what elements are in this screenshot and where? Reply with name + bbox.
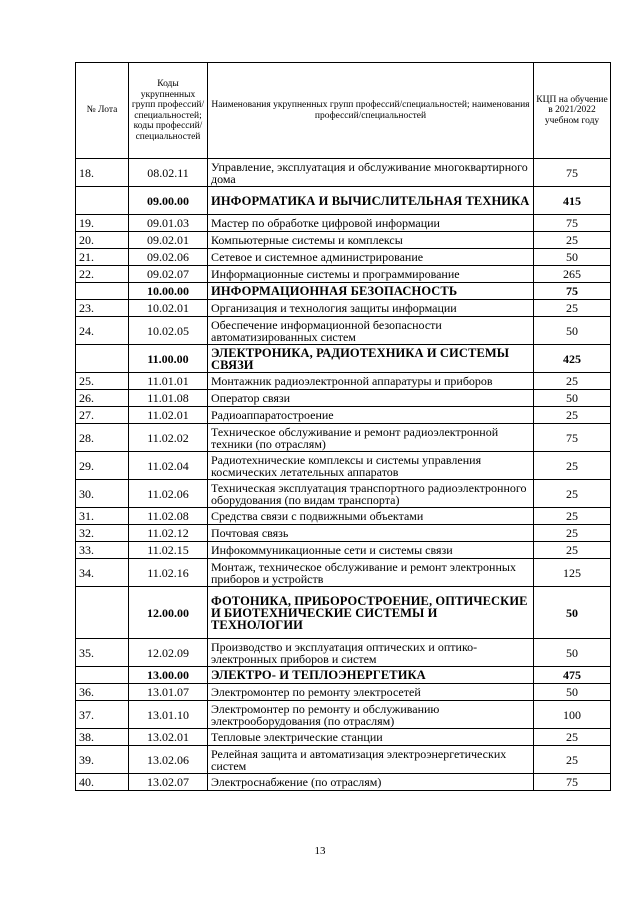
cell-lot-number xyxy=(76,283,129,300)
cell-lot-number: 19. xyxy=(76,215,129,232)
table-row xyxy=(76,300,611,317)
cell-name: Почтовая связь xyxy=(208,525,534,542)
cell-code: 09.02.06 xyxy=(129,249,208,266)
cell-name: Электромонтер по ремонту и обслуживанию электрооборудования (по отраслям) xyxy=(208,701,534,729)
cell-name: Монтажник радиоэлектронной аппаратуры и приборов xyxy=(208,373,534,390)
cell-code: 12.02.09 xyxy=(129,639,208,667)
table-group-row xyxy=(76,345,611,373)
table-row xyxy=(76,159,611,187)
cell-name: ИНФОРМАЦИОННАЯ БЕЗОПАСНОСТЬ xyxy=(208,283,534,300)
cell-code: 10.00.00 xyxy=(129,283,208,300)
cell-name: Инфокоммуникационные сети и системы связи xyxy=(208,542,534,559)
table-row xyxy=(76,480,611,508)
cell-code: 10.02.05 xyxy=(129,317,208,345)
header-lot-number: № Лота xyxy=(76,63,129,159)
cell-code: 13.02.01 xyxy=(129,729,208,746)
cell-code: 11.02.02 xyxy=(129,424,208,452)
cell-name: Информационные системы и программирование xyxy=(208,266,534,283)
cell-code: 08.02.11 xyxy=(129,159,208,187)
cell-lot-number: 29. xyxy=(76,452,129,480)
cell-lot-number: 20. xyxy=(76,232,129,249)
table-row xyxy=(76,452,611,480)
table-body xyxy=(76,159,611,791)
table-row xyxy=(76,373,611,390)
cell-lot-number: 22. xyxy=(76,266,129,283)
header-code: Коды укрупненных групп профессий/ специальностей; коды профессий/ специальностей xyxy=(129,63,208,159)
cell-quota: 265 xyxy=(534,266,611,283)
cell-quota: 25 xyxy=(534,300,611,317)
cell-quota: 75 xyxy=(534,283,611,300)
cell-name: Техническое обслуживание и ремонт радиоэлектронной техники (по отраслям) xyxy=(208,424,534,452)
cell-code: 10.02.01 xyxy=(129,300,208,317)
cell-code: 11.02.12 xyxy=(129,525,208,542)
cell-name: Релейная защита и автоматизация электроэнергетических систем xyxy=(208,746,534,774)
cell-code: 13.02.06 xyxy=(129,746,208,774)
cell-quota: 25 xyxy=(534,542,611,559)
cell-code: 13.01.10 xyxy=(129,701,208,729)
cell-name: ФОТОНИКА, ПРИБОРОСТРОЕНИЕ, ОПТИЧЕСКИЕ И БИОТЕХНИЧЕСКИЕ СИСТЕМЫ И ТЕХНОЛОГИИ xyxy=(208,587,534,639)
table-group-row xyxy=(76,667,611,684)
cell-code: 11.02.04 xyxy=(129,452,208,480)
cell-name: Тепловые электрические станции xyxy=(208,729,534,746)
cell-name: Монтаж, техническое обслуживание и ремонт электронных приборов и устройств xyxy=(208,559,534,587)
cell-lot-number: 35. xyxy=(76,639,129,667)
cell-quota: 50 xyxy=(534,684,611,701)
cell-code: 11.01.08 xyxy=(129,390,208,407)
table-row xyxy=(76,508,611,525)
table-row xyxy=(76,215,611,232)
cell-name: Управление, эксплуатация и обслуживание многоквартирного дома xyxy=(208,159,534,187)
cell-name: Электроснабжение (по отраслям) xyxy=(208,774,534,791)
table-header-row xyxy=(76,63,611,159)
table-row xyxy=(76,774,611,791)
cell-name: Обеспечение информационной безопасности автоматизированных систем xyxy=(208,317,534,345)
cell-code: 12.00.00 xyxy=(129,587,208,639)
cell-lot-number: 34. xyxy=(76,559,129,587)
table-row xyxy=(76,424,611,452)
cell-quota: 25 xyxy=(534,746,611,774)
table-row xyxy=(76,232,611,249)
cell-quota: 25 xyxy=(534,232,611,249)
cell-quota: 100 xyxy=(534,701,611,729)
table-row xyxy=(76,266,611,283)
cell-quota: 25 xyxy=(534,729,611,746)
cell-lot-number: 25. xyxy=(76,373,129,390)
cell-lot-number: 28. xyxy=(76,424,129,452)
cell-code: 11.02.08 xyxy=(129,508,208,525)
cell-quota: 75 xyxy=(534,424,611,452)
cell-code: 11.02.01 xyxy=(129,407,208,424)
cell-name: ИНФОРМАТИКА И ВЫЧИСЛИТЕЛЬНАЯ ТЕХНИКА xyxy=(208,187,534,215)
table-row xyxy=(76,684,611,701)
cell-name: Средства связи с подвижными объектами xyxy=(208,508,534,525)
cell-lot-number: 31. xyxy=(76,508,129,525)
cell-lot-number: 37. xyxy=(76,701,129,729)
cell-lot-number xyxy=(76,187,129,215)
cell-lot-number: 21. xyxy=(76,249,129,266)
cell-name: Организация и технология защиты информации xyxy=(208,300,534,317)
cell-lot-number: 18. xyxy=(76,159,129,187)
cell-code: 13.02.07 xyxy=(129,774,208,791)
cell-lot-number: 32. xyxy=(76,525,129,542)
cell-quota: 50 xyxy=(534,639,611,667)
table-row xyxy=(76,746,611,774)
cell-code: 09.01.03 xyxy=(129,215,208,232)
cell-lot-number: 26. xyxy=(76,390,129,407)
table-row xyxy=(76,542,611,559)
table-row xyxy=(76,407,611,424)
cell-lot-number: 33. xyxy=(76,542,129,559)
cell-lot-number: 23. xyxy=(76,300,129,317)
cell-lot-number: 39. xyxy=(76,746,129,774)
cell-quota: 475 xyxy=(534,667,611,684)
quota-table xyxy=(75,62,611,791)
cell-quota: 25 xyxy=(534,373,611,390)
page-number: 13 xyxy=(314,845,326,857)
cell-quota: 25 xyxy=(534,508,611,525)
cell-code: 09.00.00 xyxy=(129,187,208,215)
table-group-row xyxy=(76,187,611,215)
cell-quota: 25 xyxy=(534,452,611,480)
cell-lot-number: 27. xyxy=(76,407,129,424)
table-group-row xyxy=(76,587,611,639)
cell-quota: 50 xyxy=(534,249,611,266)
cell-quota: 50 xyxy=(534,390,611,407)
table-row xyxy=(76,639,611,667)
cell-name: ЭЛЕКТРО- И ТЕПЛОЭНЕРГЕТИКА xyxy=(208,667,534,684)
cell-name: Техническая эксплуатация транспортного радиоэлектронного оборудования (по видам транспорта) xyxy=(208,480,534,508)
header-quota: КЦП на обучение в 2021/2022 учебном году xyxy=(534,63,611,159)
cell-lot-number: 38. xyxy=(76,729,129,746)
table-group-row xyxy=(76,283,611,300)
cell-name: Компьютерные системы и комплексы xyxy=(208,232,534,249)
cell-quota: 425 xyxy=(534,345,611,373)
cell-quota: 75 xyxy=(534,774,611,791)
cell-code: 11.02.16 xyxy=(129,559,208,587)
table-row xyxy=(76,249,611,266)
cell-lot-number xyxy=(76,587,129,639)
cell-name: Радиоаппаратостроение xyxy=(208,407,534,424)
cell-code: 13.01.07 xyxy=(129,684,208,701)
cell-name: Мастер по обработке цифровой информации xyxy=(208,215,534,232)
cell-name: ЭЛЕКТРОНИКА, РАДИОТЕХНИКА И СИСТЕМЫ СВЯЗИ xyxy=(208,345,534,373)
cell-code: 13.00.00 xyxy=(129,667,208,684)
cell-quota: 50 xyxy=(534,317,611,345)
table-row xyxy=(76,729,611,746)
cell-lot-number xyxy=(76,345,129,373)
table-row xyxy=(76,390,611,407)
cell-quota: 25 xyxy=(534,525,611,542)
cell-name: Сетевое и системное администрирование xyxy=(208,249,534,266)
cell-lot-number: 30. xyxy=(76,480,129,508)
cell-lot-number: 40. xyxy=(76,774,129,791)
cell-lot-number: 36. xyxy=(76,684,129,701)
table-row xyxy=(76,317,611,345)
cell-name: Радиотехнические комплексы и системы управления космических летательных аппаратов xyxy=(208,452,534,480)
cell-quota: 25 xyxy=(534,480,611,508)
cell-quota: 415 xyxy=(534,187,611,215)
cell-lot-number xyxy=(76,667,129,684)
cell-quota: 50 xyxy=(534,587,611,639)
cell-name: Оператор связи xyxy=(208,390,534,407)
cell-quota: 125 xyxy=(534,559,611,587)
cell-quota: 25 xyxy=(534,407,611,424)
cell-quota: 75 xyxy=(534,215,611,232)
cell-quota: 75 xyxy=(534,159,611,187)
cell-code: 11.02.15 xyxy=(129,542,208,559)
cell-code: 11.02.06 xyxy=(129,480,208,508)
cell-code: 09.02.01 xyxy=(129,232,208,249)
cell-lot-number: 24. xyxy=(76,317,129,345)
header-name: Наименования укрупненных групп профессий/специальностей; наименования профессий/специальностей xyxy=(208,63,534,159)
cell-name: Производство и эксплуатация оптических и оптико-электронных приборов и систем xyxy=(208,639,534,667)
table-row xyxy=(76,559,611,587)
cell-code: 09.02.07 xyxy=(129,266,208,283)
cell-name: Электромонтер по ремонту электросетей xyxy=(208,684,534,701)
table-row xyxy=(76,701,611,729)
cell-code: 11.00.00 xyxy=(129,345,208,373)
cell-code: 11.01.01 xyxy=(129,373,208,390)
table-row xyxy=(76,525,611,542)
